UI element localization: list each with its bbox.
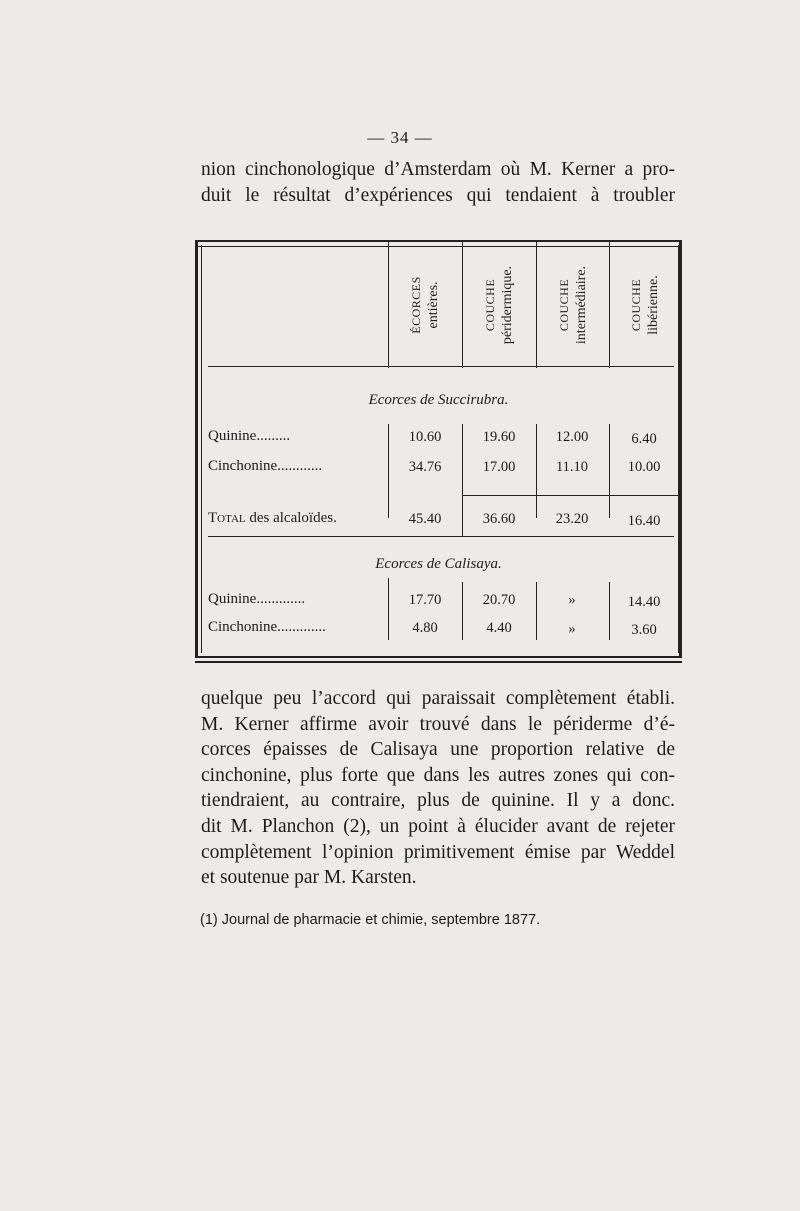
sum-rule: [462, 495, 678, 496]
column-divider: [609, 582, 610, 640]
text-line: cinchonine, plus forte que dans les autres zones qui con-: [201, 764, 675, 786]
page-number: — 34 —: [367, 128, 433, 147]
column-divider: [462, 424, 463, 536]
column-header: ÉCORCES entières.: [409, 276, 441, 334]
column-header: COUCHE intermédiaire.: [557, 265, 589, 345]
table-border-inner: [201, 245, 202, 653]
total-label: Total des alcaloïdes.: [208, 510, 337, 526]
column-divider: [462, 242, 463, 368]
column-divider: [536, 582, 537, 640]
text-line: et soutenue par M. Karsten.: [201, 867, 417, 889]
column-divider: [536, 242, 537, 368]
paragraph-top: [201, 157, 675, 208]
row-label: Quinine.........: [208, 428, 291, 444]
table-cell: 45.40: [408, 511, 442, 527]
table-cell: 14.40: [627, 594, 661, 610]
table-cell: 23.20: [555, 511, 589, 527]
table-cell: 10.00: [627, 459, 661, 475]
row-label: Cinchonine.............: [208, 619, 326, 635]
column-divider: [388, 242, 389, 368]
column-header: COUCHE libérienne.: [629, 275, 661, 335]
table-cell: 36.60: [482, 511, 516, 527]
text-line: corces épaisses de Calisaya une proportion relative de: [201, 739, 675, 761]
text-line: duit le résultat d’expériences qui tendaient à troubler: [201, 184, 675, 206]
text-line: complètement l’opinion primitivement émise par Weddel: [201, 841, 675, 863]
column-divider: [536, 424, 537, 518]
table-cell: 34.76: [408, 459, 442, 475]
table-cell: 10.60: [408, 429, 442, 445]
table-cell: 4.80: [412, 620, 438, 636]
table-cell: 6.40: [631, 431, 657, 447]
table-cell: 3.60: [631, 622, 657, 638]
column-header: COUCHE péridermique.: [483, 265, 515, 345]
section-title: Ecorces de Succirubra.: [368, 392, 509, 408]
text-line: tiendraient, au contraire, plus de quinine. Il y a donc.: [201, 790, 675, 812]
column-divider: [462, 582, 463, 640]
section-title: Ecorces de Calisaya.: [375, 556, 502, 572]
table-cell: 12.00: [555, 429, 589, 445]
row-label: Quinine.............: [208, 591, 306, 607]
alkaloid-table: [195, 240, 682, 658]
header-rule: [208, 366, 674, 367]
table-cell: 17.70: [408, 592, 442, 608]
text-line: nion cinchonologique d’Amsterdam où M. Kerner a pro-: [201, 159, 675, 180]
table-cell: 20.70: [482, 592, 516, 608]
table-cell: 16.40: [627, 513, 661, 529]
table-border-inner: [678, 245, 679, 653]
table-cell: 11.10: [555, 459, 589, 475]
footnote: (1) Journal de pharmacie et chimie, septembre 1877.: [200, 912, 541, 928]
column-divider: [388, 424, 389, 518]
section-rule: [208, 536, 674, 537]
column-divider: [388, 578, 389, 640]
column-divider: [609, 424, 610, 518]
paragraph-bottom: [201, 686, 675, 891]
table-cell: 17.00: [482, 459, 516, 475]
text-line: M. Kerner affirme avoir trouvé dans le périderme d’é-: [201, 713, 675, 735]
column-divider: [609, 242, 610, 368]
table-cell: 19.60: [482, 429, 516, 445]
table-cell: »: [568, 621, 576, 637]
table-cell: 4.40: [486, 620, 512, 636]
table-cell: »: [568, 592, 576, 608]
text-line: quelque peu l’accord qui paraissait complètement établi.: [201, 688, 675, 709]
row-label: Cinchonine............: [208, 458, 323, 474]
text-line: dit M. Planchon (2), un point à élucider avant de rejeter: [201, 815, 675, 837]
